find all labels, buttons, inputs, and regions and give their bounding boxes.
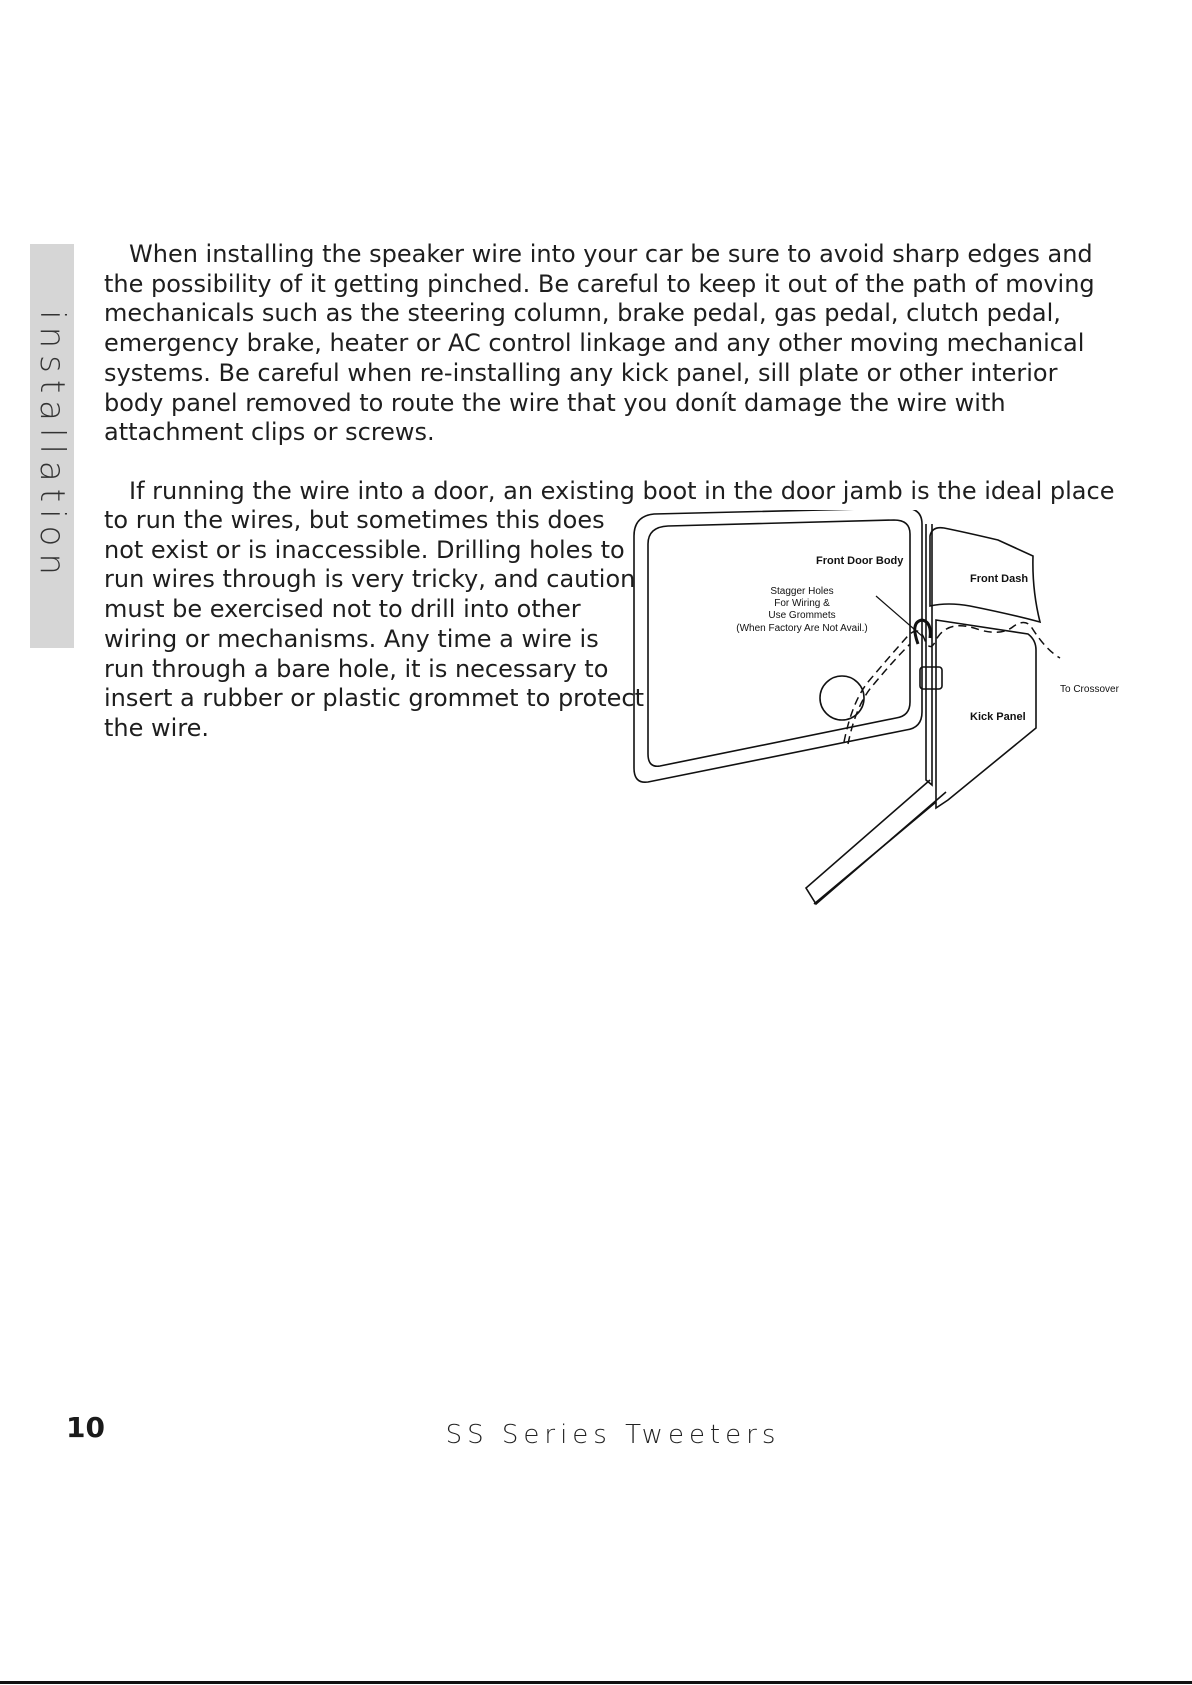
label-stagger-line4: (When Factory Are Not Avail.) — [736, 623, 868, 634]
door-jamb-pillar — [926, 524, 932, 785]
label-stagger-line1: Stagger Holes — [770, 586, 834, 597]
label-stagger-line3: Use Grommets — [768, 610, 836, 621]
bottom-rule — [0, 1681, 1192, 1684]
label-kick-panel: Kick Panel — [970, 711, 1026, 723]
sill-plate-outline — [806, 780, 946, 904]
label-front-dash: Front Dash — [970, 573, 1029, 585]
label-stagger-line2: For Wiring & — [774, 598, 830, 609]
page-number: 10 — [66, 1411, 105, 1444]
label-to-crossover: To Crossover — [1060, 684, 1119, 695]
door-hinge — [920, 667, 942, 689]
paragraph-door-boot-lead: If running the wire into a door, an existing boot in the door jamb is the ideal place — [129, 477, 1115, 505]
running-footer-title: SS Series Tweeters — [445, 1420, 781, 1450]
door-wiring-diagram — [630, 510, 1140, 915]
section-side-tab-label: installation — [32, 310, 72, 582]
callout-leader — [876, 596, 922, 636]
label-front-door-body: Front Door Body — [816, 555, 904, 567]
paragraph-wire-routing: When installing the speaker wire into your car be sure to avoid sharp edges and the possibility of it getting pinched. Be careful to keep it out of the path of moving mechanicals such as the steering column, brake pedal, gas pedal, clutch pedal, emergency brake, heater or AC control linkage and any other moving mechanical systems. Be careful when re-installing any kick panel, sill plate or other interior body panel removed to route the wire that you donít damage the wire with attachment clips or screws. — [104, 240, 1095, 447]
paragraph-door-boot-body: to run the wires, but sometimes this does not exist or is inaccessible. Drilling holes to run wires through is very tricky, and caution must be exercised not to drill into other wiring or mechanisms. Any time a wire is run through a bare hole, it is necessary to insert a rubber or plastic grommet to protect the wire. — [104, 506, 644, 742]
